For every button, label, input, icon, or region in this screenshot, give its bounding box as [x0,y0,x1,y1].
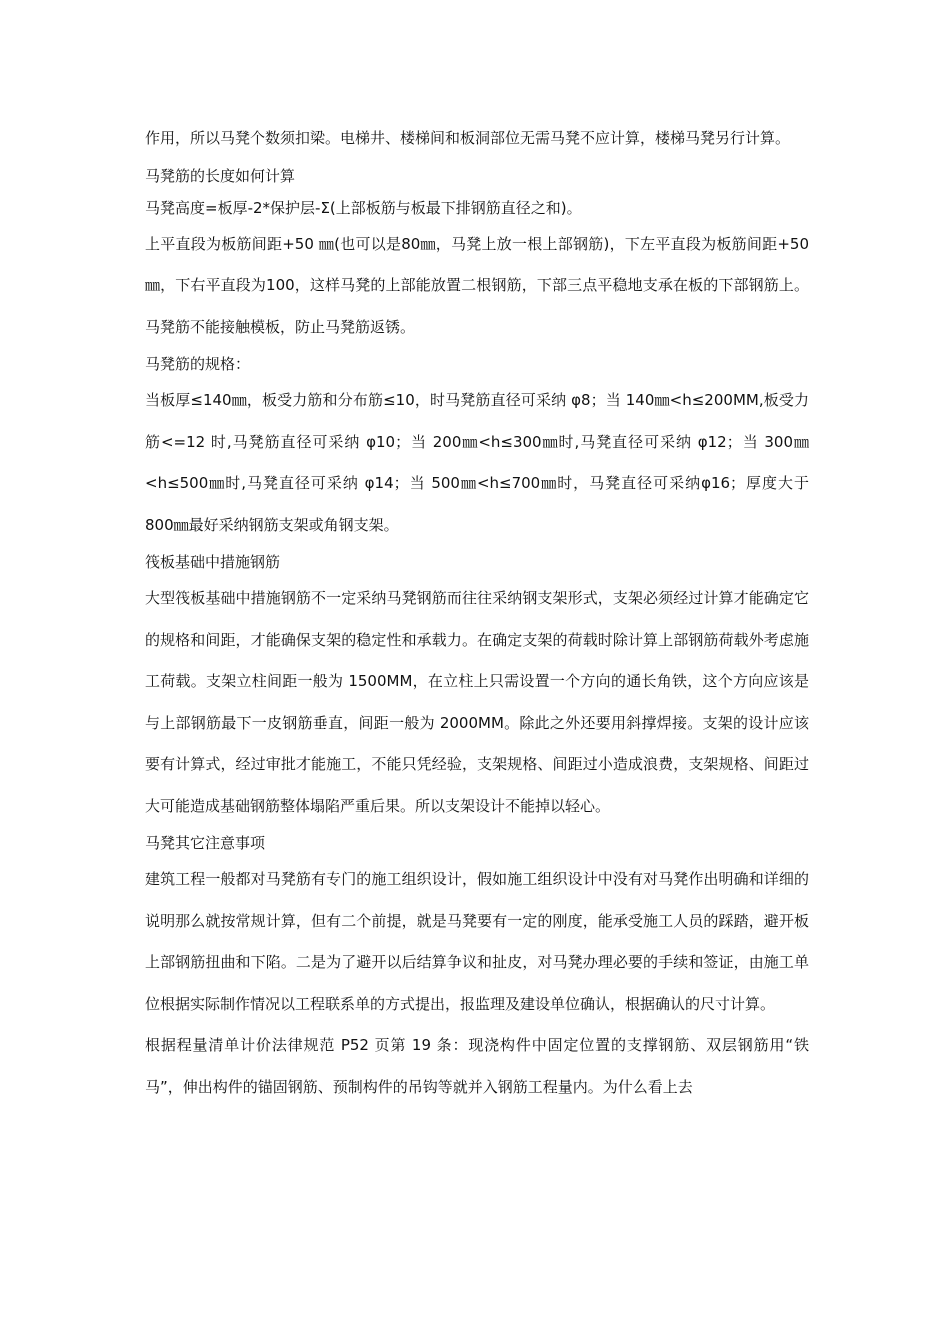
heading-specification: 马凳筋的规格： [145,355,251,373]
formula-height: 马凳高度=板厚-2*保护层-Σ(上部板筋与板最下排钢筋直径之和)。 [145,198,582,217]
heading-length-calc: 马凳筋的长度如何计算 [145,166,296,185]
heading-raft-foundation: 筏板基础中措施钢筋 [145,553,281,571]
paragraph-steel-support: 大型筏板基础中措施钢筋不一定采纳马凳钢筋而往往采纳钢支架形式，支架必须经过计算才能确定它的规格和间距，才能确保支架的稳定性和承载力。在确定支架的荷载时除计算上部钢筋荷载外考虑施工荷载。支架立柱间距一般为 1500MM，在立柱上只需设置一个方向的通长角铁，这个方向应该是与上部钢筋最下一皮钢筋垂直，间距一般为 2000MM。除此之外还要用斜撑焊接。支架的设计应该要有计算式，经过审批才能施工，不能只凭经验，支架规格、间距过小造成浪费，支架规格、间距过大可能造成基础钢筋整体塌陷严重后果。所以支架设计不能掉以轻心。 [145,589,809,815]
document-page [145,118,809,1108]
paragraph-segments: 上平直段为板筋间距+50 ㎜(也可以是80㎜，马凳上放一根上部钢筋)，下左平直段为板筋间距+50 ㎜，下右平直段为100，这样马凳的上部能放置二根钢筋，下部三点平稳地支承在板的下部钢筋上。马凳筋不能接触模板，防止马凳筋返锈。 [145,234,809,336]
paragraph-mandeng-deduction: 作用，所以马凳个数须扣梁。电梯井、楼梯间和板洞部位无需马凳不应计算，楼梯马凳另行计算。 [145,129,791,147]
paragraph-code-reference: 根据程量清单计价法律规范 P52 页第 19 条：现浇构件中固定位置的支撑钢筋、双层钢筋用“铁马”，伸出构件的锚固钢筋、预制构件的吊钩等就并入钢筋工程量内。为什么看上去 [145,1036,809,1096]
paragraph-diameters: 当板厚≤140㎜，板受力筋和分布筋≤10，时马凳筋直径可采纳 φ8；当 140㎜<h≤200MM,板受力筋<=12 时,马凳筋直径可采纳 φ10；当 200㎜<h≤300㎜时,马凳直径可采纳 φ12；当 300㎜<h≤500㎜时,马凳直径可采纳 φ14；当 500㎜<h≤700㎜时，马凳直径可采纳φ16；厚度大于 800㎜最好采纳钢筋支架或角钢支架。 [145,391,809,534]
paragraph-construction-design: 建筑工程一般都对马凳筋有专门的施工组织设计，假如施工组织设计中没有对马凳作出明确和详细的说明那么就按常规计算，但有二个前提，就是马凳要有一定的刚度，能承受施工人员的踩踏，避开板上部钢筋扭曲和下陷。二是为了避开以后结算争议和扯皮，对马凳办理必要的手续和签证，由施工单位根据实际制作情况以工程联系单的方式提出，报监理及建设单位确认，根据确认的尺寸计算。 [145,870,809,1013]
heading-other-notes: 马凳其它注意事项 [145,834,266,852]
